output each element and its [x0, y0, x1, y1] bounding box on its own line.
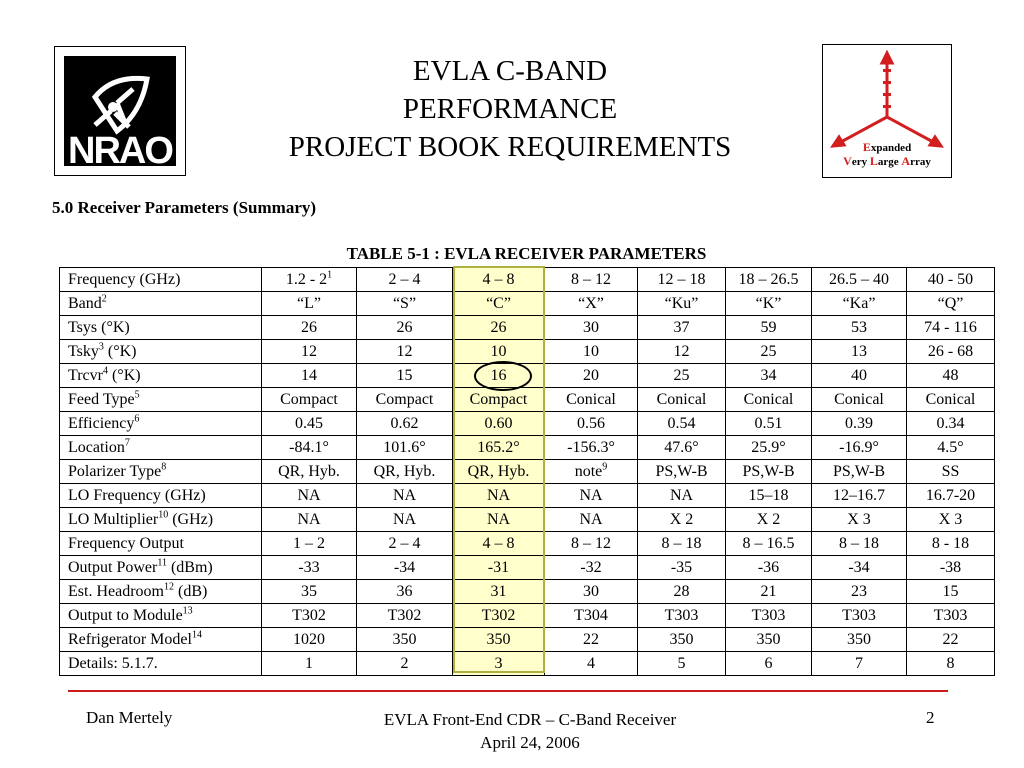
evla-logo: [822, 44, 952, 178]
table-cell: 26: [357, 316, 453, 340]
row-label: Location$^7$: [60, 436, 262, 460]
table-cell: 21: [726, 580, 812, 604]
table-row: [60, 508, 995, 532]
table-row: [60, 460, 995, 484]
table-cell: 7: [812, 652, 907, 676]
footnote-marker: 2: [101, 293, 107, 305]
table-cell: 30: [545, 580, 638, 604]
table-cell: X 2: [638, 508, 726, 532]
footnote-marker: 11: [157, 557, 167, 569]
table-cell: NA: [262, 508, 357, 532]
row-label: LO Multiplier$^{10}$ (GHz): [60, 508, 262, 532]
table-cell: 37: [638, 316, 726, 340]
row-label: Details: 5.1.7.: [60, 652, 262, 676]
table-cell: 18 – 26.5: [726, 268, 812, 292]
table-cell: 1020: [262, 628, 357, 652]
table-cell: 2: [357, 652, 453, 676]
row-label: Efficiency$^6$: [60, 412, 262, 436]
table-cell: -31: [453, 556, 545, 580]
table-row: [60, 532, 995, 556]
footnote-marker: 10: [158, 509, 169, 521]
table-cell: QR, Hyb.: [453, 460, 545, 484]
receiver-parameters-table: [59, 267, 995, 676]
footnote-marker: 12: [163, 581, 174, 593]
table-cell: 0.45: [262, 412, 357, 436]
table-cell: PS,W-B: [726, 460, 812, 484]
title-line-1: EVLA C-BAND: [412, 55, 608, 87]
footnote-marker: 13: [182, 605, 193, 617]
table-cell: 10: [545, 340, 638, 364]
row-label: LO Frequency (GHz): [60, 484, 262, 508]
table-cell: 1: [262, 652, 357, 676]
table-cell: 40: [812, 364, 907, 388]
table-cell: 8 – 18: [638, 532, 726, 556]
row-label: Polarizer Type$^8$: [60, 460, 262, 484]
table-cell: NA: [453, 508, 545, 532]
footnote-marker: 1: [327, 269, 333, 281]
table-cell: 25: [726, 340, 812, 364]
table-cell: 12: [638, 340, 726, 364]
row-label: Tsky$^3$ (°K): [60, 340, 262, 364]
footer-page-number: 2: [926, 708, 935, 727]
table-cell: 4 – 8: [453, 532, 545, 556]
table-row: [60, 652, 995, 676]
radio-telescope-icon: [55, 47, 185, 175]
table-cell: 0.39: [812, 412, 907, 436]
table-cell: 12: [262, 340, 357, 364]
table-cell: NA: [262, 484, 357, 508]
table-cell: 22: [545, 628, 638, 652]
table-row: [60, 292, 995, 316]
table-caption: TABLE 5-1 : EVLA RECEIVER PARAMETERS: [346, 244, 707, 263]
table-cell: -33: [262, 556, 357, 580]
table-cell: 165.2°: [453, 436, 545, 460]
table-cell: 16.7-20: [907, 484, 995, 508]
row-label: Output Power$^{11}$ (dBm): [60, 556, 262, 580]
table-cell: 4: [545, 652, 638, 676]
table-cell: 48: [907, 364, 995, 388]
row-label: Trcvr$^4$ (°K): [60, 364, 262, 388]
table-cell: 0.51: [726, 412, 812, 436]
table-cell: “L”: [262, 292, 357, 316]
table-cell: Conical: [545, 388, 638, 412]
table-cell: 12–16.7: [812, 484, 907, 508]
table-cell: 0.56: [545, 412, 638, 436]
table-cell: 8 - 18: [907, 532, 995, 556]
table-cell: -35: [638, 556, 726, 580]
row-label: Feed Type$^5$: [60, 388, 262, 412]
table-cell: 25: [638, 364, 726, 388]
table-cell: T304: [545, 604, 638, 628]
table-cell: 26 - 68: [907, 340, 995, 364]
table-cell: 0.54: [638, 412, 726, 436]
table-cell: NA: [357, 484, 453, 508]
table-cell: 13: [812, 340, 907, 364]
table-cell: 5: [638, 652, 726, 676]
table-cell: 40 - 50: [907, 268, 995, 292]
table-cell: 26.5 – 40: [812, 268, 907, 292]
table-cell: 8 – 12: [545, 532, 638, 556]
table-cell: “C”: [453, 292, 545, 316]
footer-center: [300, 708, 760, 754]
table-cell: 350: [638, 628, 726, 652]
table-row: [60, 436, 995, 460]
table-row: [60, 484, 995, 508]
table-cell: Compact: [357, 388, 453, 412]
table-cell: -38: [907, 556, 995, 580]
slide-title: [200, 52, 820, 166]
footnote-marker: 3: [98, 341, 104, 353]
table-cell: 350: [357, 628, 453, 652]
table-row: [60, 268, 995, 292]
table-cell: NA: [453, 484, 545, 508]
row-label: Frequency Output: [60, 532, 262, 556]
table-cell: 30: [545, 316, 638, 340]
table-cell: 14: [262, 364, 357, 388]
table-cell: $1.2 - 2^1$: [262, 268, 357, 292]
table-cell: T302: [453, 604, 545, 628]
footnote-marker: 5: [134, 389, 140, 401]
evla-logo-text-line1: Expanded: [862, 140, 912, 154]
title-line-2: PERFORMANCE: [402, 93, 618, 125]
table-cell: 3: [453, 652, 545, 676]
footnote-marker: 9: [602, 461, 608, 473]
table-cell: 4.5°: [907, 436, 995, 460]
footer-rule: [68, 690, 948, 692]
nrao-logo: [54, 46, 186, 176]
table-cell: Conical: [726, 388, 812, 412]
table-row: [60, 388, 995, 412]
table-cell: -36: [726, 556, 812, 580]
table-cell: 31: [453, 580, 545, 604]
table-cell: “Ku”: [638, 292, 726, 316]
title-line-3: PROJECT BOOK REQUIREMENTS: [288, 131, 732, 163]
table-cell: NA: [638, 484, 726, 508]
table-cell: 2 – 4: [357, 268, 453, 292]
row-label: Band$^2$: [60, 292, 262, 316]
footnote-marker: 4: [102, 365, 108, 377]
table-cell: 59: [726, 316, 812, 340]
row-label: Output to Module$^{13}$: [60, 604, 262, 628]
table-cell: 12: [357, 340, 453, 364]
row-label: Tsys (°K): [60, 316, 262, 340]
table-cell: 12 – 18: [638, 268, 726, 292]
table-cell: PS,W-B: [812, 460, 907, 484]
footnote-marker: 7: [124, 437, 130, 449]
table-cell: 8 – 12: [545, 268, 638, 292]
table-cell: 47.6°: [638, 436, 726, 460]
table-cell: PS,W-B: [638, 460, 726, 484]
table-cell: 26: [262, 316, 357, 340]
table-cell: Conical: [812, 388, 907, 412]
table-cell: 25.9°: [726, 436, 812, 460]
row-label: Refrigerator Model$^{14}$: [60, 628, 262, 652]
footnote-marker: 14: [191, 629, 202, 641]
table-cell: T303: [638, 604, 726, 628]
row-label: Frequency (GHz): [60, 268, 262, 292]
table-row: [60, 556, 995, 580]
table-cell: NA: [545, 484, 638, 508]
table-row: [60, 580, 995, 604]
table-cell: 350: [812, 628, 907, 652]
table-cell: QR, Hyb.: [357, 460, 453, 484]
table-cell: -34: [357, 556, 453, 580]
footer-date: April 24, 2006: [480, 733, 580, 752]
table-cell: note$^9$: [545, 460, 638, 484]
table-cell: “Ka”: [812, 292, 907, 316]
table-row: [60, 316, 995, 340]
table-cell: 15: [907, 580, 995, 604]
table-cell: 20: [545, 364, 638, 388]
table-cell: SS: [907, 460, 995, 484]
table-cell: 53: [812, 316, 907, 340]
footer-presentation-title: EVLA Front-End CDR – C-Band Receiver: [383, 710, 677, 729]
table-cell: 8 – 18: [812, 532, 907, 556]
table-cell: Compact: [453, 388, 545, 412]
table-cell: NA: [545, 508, 638, 532]
table-cell: -156.3°: [545, 436, 638, 460]
table-row: [60, 364, 995, 388]
table-cell: X 3: [812, 508, 907, 532]
table-cell: 15–18: [726, 484, 812, 508]
table-cell: 0.60: [453, 412, 545, 436]
table-cell: -32: [545, 556, 638, 580]
evla-logo-text-line2: Very Large Array: [843, 154, 931, 168]
table-cell: T303: [812, 604, 907, 628]
table-cell: QR, Hyb.: [262, 460, 357, 484]
table-cell: 22: [907, 628, 995, 652]
table-cell: X 2: [726, 508, 812, 532]
table-cell: 8 – 16.5: [726, 532, 812, 556]
table-cell: 36: [357, 580, 453, 604]
table-cell: 2 – 4: [357, 532, 453, 556]
row-label: Est. Headroom$^{12}$ (dB): [60, 580, 262, 604]
table-cell: -84.1°: [262, 436, 357, 460]
table-cell: 10: [453, 340, 545, 364]
table-cell: Conical: [907, 388, 995, 412]
table-cell: 350: [726, 628, 812, 652]
table-cell: T302: [262, 604, 357, 628]
table-cell: NA: [357, 508, 453, 532]
table-cell: T302: [357, 604, 453, 628]
table-cell: 26: [453, 316, 545, 340]
table-cell: “S”: [357, 292, 453, 316]
table-cell: 6: [726, 652, 812, 676]
table-cell: Conical: [638, 388, 726, 412]
table-cell: 34: [726, 364, 812, 388]
table-cell: 16: [453, 364, 545, 388]
table-cell: 1 – 2: [262, 532, 357, 556]
table-row: [60, 628, 995, 652]
table-cell: X 3: [907, 508, 995, 532]
table-cell: T303: [726, 604, 812, 628]
table-cell: -16.9°: [812, 436, 907, 460]
table-cell: 8: [907, 652, 995, 676]
table-cell: T303: [907, 604, 995, 628]
table-cell: 23: [812, 580, 907, 604]
table-cell: 35: [262, 580, 357, 604]
table-cell: 28: [638, 580, 726, 604]
nrao-wordmark: NRAO: [68, 130, 172, 172]
section-heading: 5.0 Receiver Parameters (Summary): [52, 198, 317, 217]
table-cell: 0.62: [357, 412, 453, 436]
table-cell: “Q”: [907, 292, 995, 316]
table-cell: “X”: [545, 292, 638, 316]
table-cell: 4 – 8: [453, 268, 545, 292]
footer-author: Dan Mertely: [86, 708, 173, 727]
table-cell: 0.34: [907, 412, 995, 436]
table-cell: 15: [357, 364, 453, 388]
footnote-marker: 8: [161, 461, 167, 473]
table-cell: 74 - 116: [907, 316, 995, 340]
table-row: [60, 604, 995, 628]
table-cell: -34: [812, 556, 907, 580]
table-cell: 101.6°: [357, 436, 453, 460]
footnote-marker: 6: [134, 413, 140, 425]
table-cell: “K”: [726, 292, 812, 316]
table-row: [60, 340, 995, 364]
table-cell: Compact: [262, 388, 357, 412]
table-row: [60, 412, 995, 436]
table-cell: 350: [453, 628, 545, 652]
